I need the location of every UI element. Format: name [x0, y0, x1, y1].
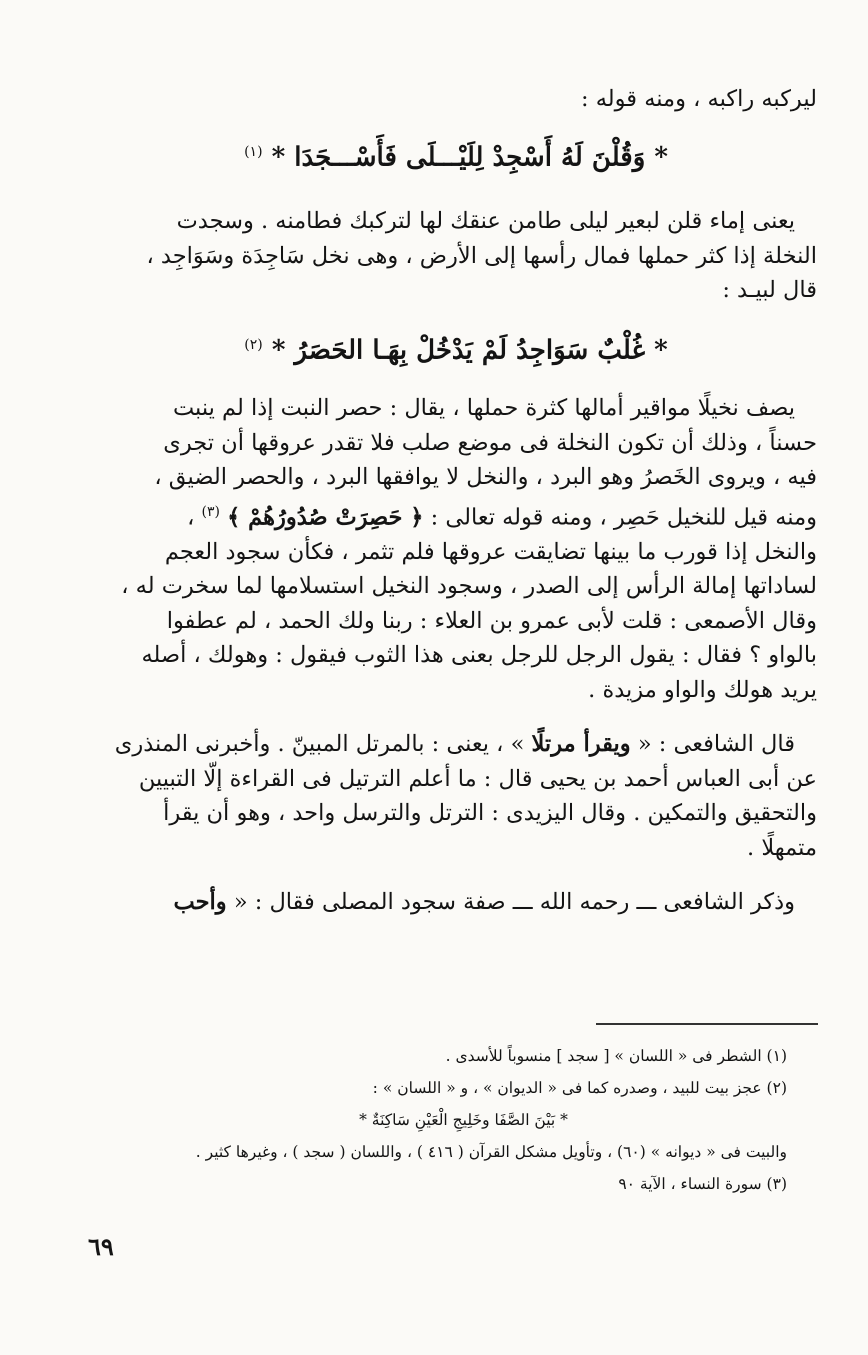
paragraph-1 — [95, 204, 817, 308]
paragraph-line: والتحقيق والتمكين . وقال اليزيدى : الترتل والترسل واحد ، وهو أن يقرأ — [163, 800, 817, 827]
quran-quote: ﴿ حَصِرَتْ صُدُورُهُمْ ﴾ — [227, 504, 424, 531]
footnote-2-continued: والبيت فى « ديوانه » (٦٠) ، وتأويل مشكل القرآن ( ٤١٦ ) ، واللسان ( سجد ) ، وغيرها كثير . — [195, 1143, 787, 1161]
footnote-divider — [596, 1023, 818, 1025]
verse-one-text: * وَقُلْنَ لَهُ أَسْجِدْ لِلَيْـــلَى فَأَسْـــجَدَا * — [271, 142, 668, 173]
paragraph-line-shafii — [95, 727, 817, 762]
paragraph-line-quran — [95, 495, 817, 535]
verse-two-text: * غُلْبٌ سَوَاجِدُ لَمْ يَدْخُلْ بِهَـا الحَصَرُ * — [271, 335, 668, 366]
paragraph-line: بالواو ؟ فقال : يقول الرجل للرجل بعنى هذا الثوب فيقول : وهولك ، أصله — [141, 642, 817, 669]
line-text: ومنه قيل للنخيل حَصِر ، ومنه قوله تعالى : — [430, 504, 817, 531]
verse-one — [95, 131, 817, 179]
paragraph-line: والنخل إذا قورب ما بينها تضايقت عروقها فلم تثمر ، فكأن سجود العجم — [164, 538, 817, 565]
paragraph-4 — [95, 885, 817, 920]
intro-line: ليركبه راكبه ، ومنه قوله : — [581, 86, 817, 112]
footnote-3: (٣) سورة النساء ، الآية ٩٠ — [618, 1175, 787, 1193]
quoted-phrase: وأحب — [173, 889, 227, 916]
paragraph-line: النخلة إذا كثر حملها فمال رأسها إلى الأرض ، وهى نخل سَاجِدَة وسَوَاجِد ، — [146, 242, 817, 269]
footnote-ref-2: (٢) — [244, 336, 263, 353]
paragraph-line: عن أبى العباس أحمد بن يحيى قال : ما أعلم الترتيل فى القراءة إلّا التبيين — [138, 765, 817, 792]
main-text — [95, 82, 817, 928]
paragraph-line: وقال الأصمعى : قلت لأبى عمرو بن العلاء : ربنا ولك الحمد ، لم عطفوا — [166, 607, 817, 634]
paragraph-line: قال لبيـد : — [722, 277, 817, 304]
page-number: ٦٩ — [88, 1232, 114, 1261]
paragraph-2 — [95, 391, 817, 707]
line-text: » ، يعنى : بالمرتل المبينّ . وأخبرنى المنذرى — [114, 731, 525, 758]
footnote-2-verse: * بَيْنَ الصَّفَا وخَلِيجِ الْعَيْنِ سَاكِنَةٌ * — [359, 1111, 568, 1129]
line-text: ، — [187, 504, 195, 531]
line-text: وذكر الشافعى ـــ رحمه الله ـــ صفة سجود المصلى فقال : « — [233, 889, 795, 916]
line-text: قال الشافعى : « — [637, 731, 795, 758]
paragraph-3 — [95, 727, 817, 865]
footnotes — [60, 1040, 787, 1200]
paragraph-line: فيه ، ويروى الخَصرُ وهو البرد ، والنخل لا يوافقها البرد ، والحصر الضيق ، — [154, 464, 817, 491]
quoted-phrase: ويقرأ مرتلًا — [531, 731, 631, 758]
footnote-ref-3: (٣) — [201, 503, 220, 520]
footnote-1: (١) الشطر فى « اللسان » [ سجد ] منسوباً للأسدى . — [445, 1047, 787, 1065]
paragraph-line: متمهلًا . — [747, 834, 817, 861]
paragraph-line-last — [95, 885, 817, 920]
paragraph-line: يريد هولك والواو مزيدة . — [588, 676, 817, 703]
footnote-2: (٢) عجز بيت للبيد ، وصدره كما فى « الديوان » ، و « اللسان » : — [372, 1079, 787, 1097]
paragraph-line: يعنى إماء قلن لبعير ليلى طامن عنقك لها لتركبك فطامنه . وسجدت — [176, 208, 795, 235]
paragraph-line: حسناً ، وذلك أن تكون النخلة فى موضع صلب فلا تقدر عروقها أن تجرى — [163, 429, 817, 456]
verse-two — [95, 324, 817, 372]
paragraph-line: يصف نخيلًا مواقير أمالها كثرة حملها ، يقال : حصر النبت إذا لم ينبت — [172, 395, 795, 422]
footnote-ref-1: (١) — [244, 143, 263, 160]
paragraph-line: لساداتها إمالة الرأس إلى الصدر ، وسجود النخيل استسلامها لما سخرت له ، — [121, 573, 817, 600]
